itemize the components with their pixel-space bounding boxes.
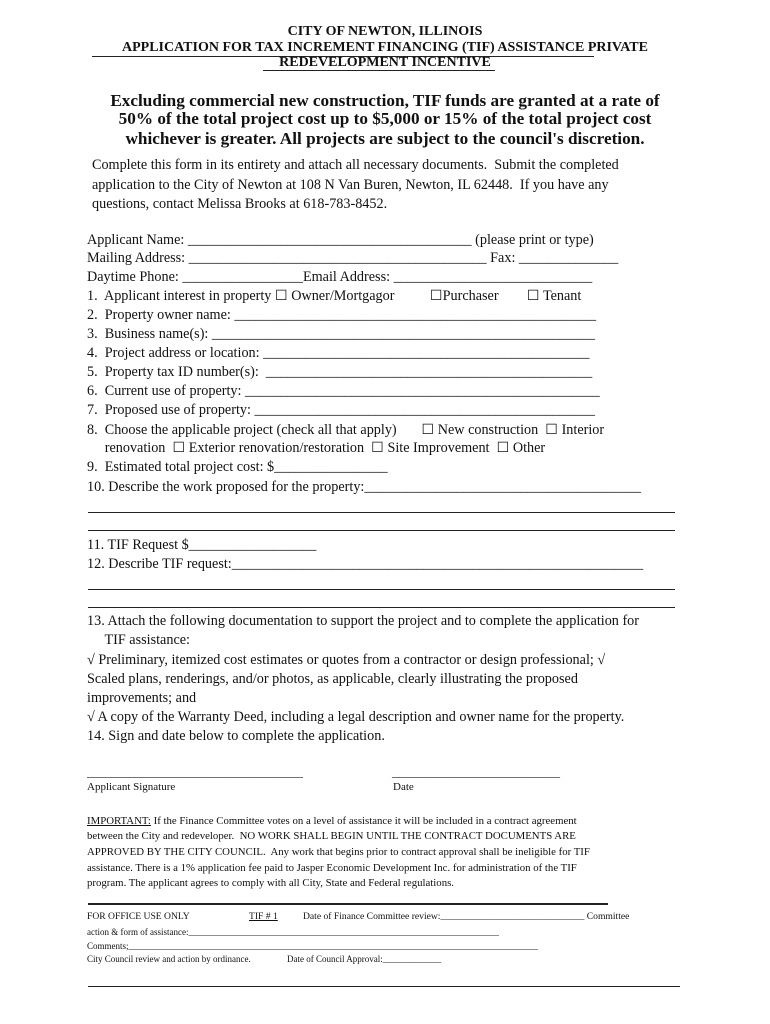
- work-description-line-2[interactable]: [88, 530, 675, 531]
- office-use-label: FOR OFFICE USE ONLY: [87, 911, 190, 922]
- council-review-label: City Council review and action by ordinance.: [87, 954, 251, 964]
- intro-line-2: application to the City of Newton at 108 N Van Buren, Newton, IL 62448. If you have any: [92, 177, 609, 193]
- intro-line-1: Complete this form in its entirety and attach all necessary documents. Submit the completed: [92, 157, 619, 173]
- attach-plans-cont: improvements; and: [87, 690, 197, 706]
- tif-request-field[interactable]: 11. TIF Request $__________________: [87, 537, 317, 553]
- header-rule: [92, 56, 594, 57]
- attach-item-13: 13. Attach the following documentation to support the project and to complete the application for: [87, 613, 639, 629]
- important-notice-line-4: assistance. There is a 1% application fee paid to Jasper Economic Development Inc. for administration of the TIF: [87, 862, 577, 874]
- assistance-form-field[interactable]: action & form of assistance:_____________________________________________________________________: [87, 927, 499, 937]
- office-divider: [88, 903, 608, 905]
- tif-description-field[interactable]: 12. Describe TIF request:__________________________________________________________: [87, 556, 644, 572]
- important-notice-line-5: program. The applicant agrees to comply with all City, State and Federal regulations.: [87, 877, 454, 889]
- important-notice-line-3: APPROVED BY THE CITY COUNCIL. Any work that begins prior to contract approval shall be ineligible for TIF: [87, 846, 590, 858]
- project-type-item[interactable]: 8. Choose the applicable project (check all that apply) ☐ New construction ☐ Interior: [87, 422, 605, 438]
- intro-line-3: questions, contact Melissa Brooks at 618-783-8452.: [92, 196, 388, 212]
- mailing-address-field[interactable]: Mailing Address: __________________________________________ Fax: ______________: [87, 250, 619, 266]
- headline-line-1: Excluding commercial new construction, TIF funds are granted at a rate of: [110, 91, 660, 110]
- form-title-line2: REDEVELOPMENT INCENTIVE: [279, 55, 491, 70]
- tif-description-line-1[interactable]: [88, 589, 675, 590]
- important-notice-line-1: [87, 815, 577, 828]
- attach-warranty-deed: √ A copy of the Warranty Deed, including a legal description and owner name for the property.: [87, 709, 625, 725]
- work-description-field[interactable]: 10. Describe the work proposed for the property:_______________________________________: [87, 479, 642, 495]
- tax-id-field[interactable]: 5. Property tax ID number(s): ______________________________________________: [87, 364, 593, 380]
- important-notice-line-2: between the City and redeveloper. NO WORK SHALL BEGIN UNTIL THE CONTRACT DOCUMENTS ARE: [87, 830, 576, 842]
- attach-cost-estimates: √ Preliminary, itemized cost estimates or quotes from a contractor or design professional; √: [87, 652, 606, 668]
- phone-email-field[interactable]: Daytime Phone: _________________Email Address: ____________________________: [87, 269, 593, 285]
- comments-field[interactable]: Comments;___________________________________________________________________________________________: [87, 941, 539, 951]
- city-name: CITY OF NEWTON, ILLINOIS: [287, 24, 483, 39]
- signature-line[interactable]: ____________________________________: [87, 765, 303, 779]
- work-description-line-1[interactable]: [88, 512, 675, 513]
- sign-instruction: 14. Sign and date below to complete the application.: [87, 728, 385, 744]
- current-use-field[interactable]: 6. Current use of property: __________________________________________________: [87, 383, 600, 399]
- date-label: Date: [393, 781, 414, 793]
- finance-review-field[interactable]: Date of Finance Committee review:______________________________ Committee: [303, 911, 630, 922]
- council-approval-date-field[interactable]: Date of Council Approval:_____________: [287, 954, 442, 964]
- important-text: If the Finance Committee votes on a level of assistance it will be included in a contract agreement: [150, 815, 577, 827]
- applicant-name-field[interactable]: Applicant Name: ________________________________________ (please print or type): [87, 232, 594, 248]
- business-name-field[interactable]: 3. Business name(s): ______________________________________________________: [87, 326, 595, 342]
- property-owner-field[interactable]: 2. Property owner name: ___________________________________________________: [87, 307, 597, 323]
- project-address-field[interactable]: 4. Project address or location: ______________________________________________: [87, 345, 590, 361]
- header-rule-2: [263, 70, 495, 71]
- signature-label: Applicant Signature: [87, 781, 176, 793]
- headline-line-3: whichever is greater. All projects are subject to the council's discretion.: [125, 129, 645, 148]
- attach-plans: Scaled plans, renderings, and/or photos, as applicable, clearly illustrating the proposed: [87, 671, 578, 687]
- tif-description-line-2[interactable]: [88, 607, 675, 608]
- date-line[interactable]: ____________________________: [392, 765, 560, 779]
- attach-item-13-cont: TIF assistance:: [87, 632, 190, 648]
- applicant-interest-item[interactable]: 1. Applicant interest in property ☐ Owner/Mortgagor ☐Purchaser ☐ Tenant: [87, 288, 582, 304]
- headline-line-2: 50% of the total project cost up to $5,000 or 15% of the total project cost: [118, 109, 652, 128]
- important-label: IMPORTANT:: [87, 815, 151, 827]
- footer-rule: [88, 986, 680, 987]
- project-type-item-cont[interactable]: renovation ☐ Exterior renovation/restoration ☐ Site Improvement ☐ Other: [87, 440, 546, 456]
- tif-number: TIF # 1: [249, 911, 278, 922]
- form-title-line1: APPLICATION FOR TAX INCREMENT FINANCING (TIF) ASSISTANCE PRIVATE: [122, 40, 648, 55]
- proposed-use-field[interactable]: 7. Proposed use of property: ________________________________________________: [87, 402, 595, 418]
- estimated-cost-field[interactable]: 9. Estimated total project cost: $________________: [87, 459, 388, 475]
